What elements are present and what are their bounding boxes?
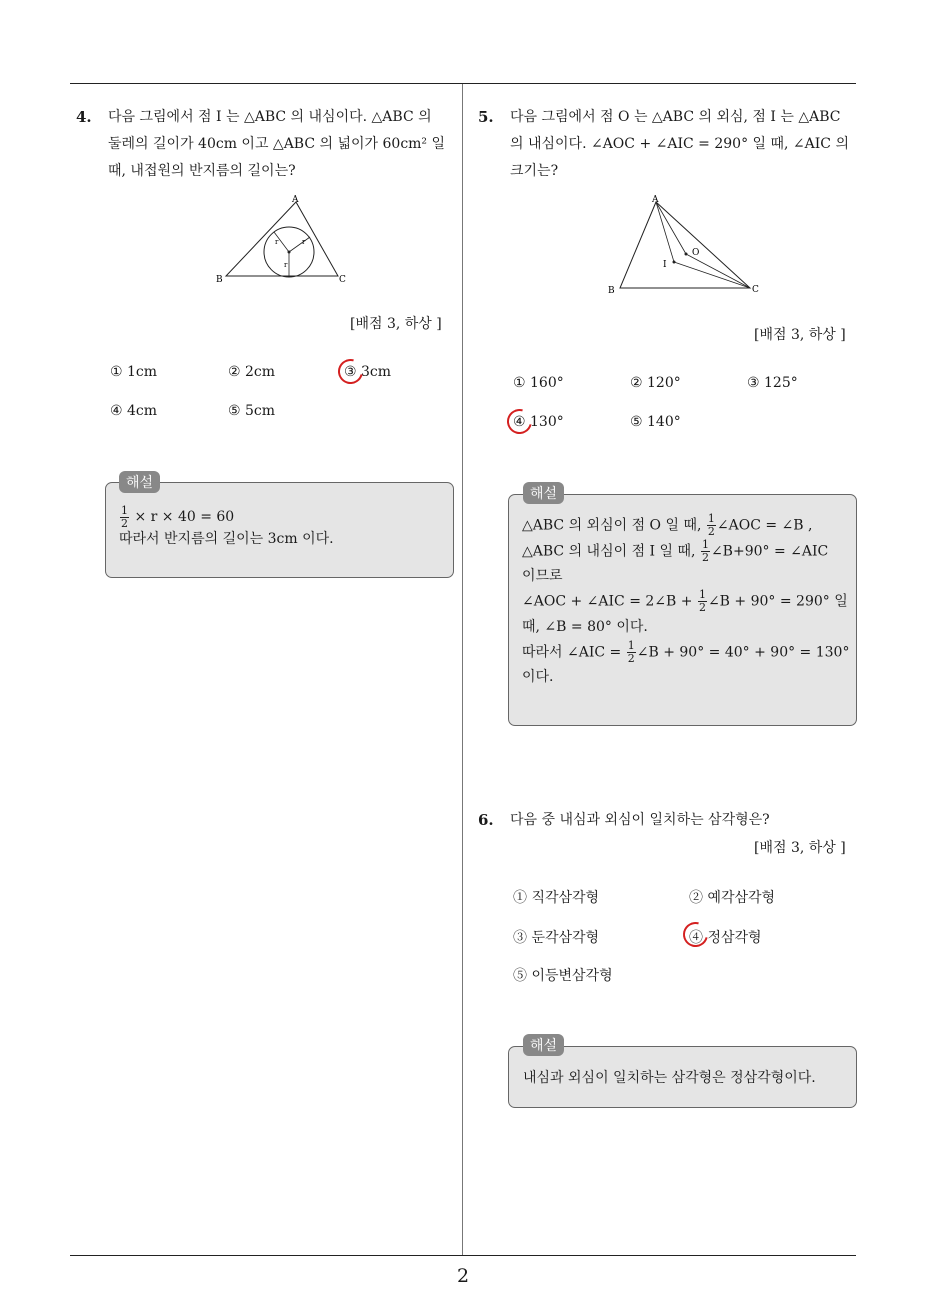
question-text-line: 크기는? bbox=[510, 163, 559, 179]
solution-text: ∠AOC + ∠AIC = 2∠B + bbox=[522, 593, 693, 610]
question-number: 6. bbox=[478, 811, 494, 829]
solution-text: ∠B+90° = ∠AIC bbox=[710, 543, 829, 559]
vertex-label-a: A bbox=[292, 195, 299, 205]
question-text-line: 다음 그림에서 점 I 는 △ABC 의 내심이다. △ABC 의 bbox=[108, 109, 432, 125]
circumcenter-incenter-figure bbox=[602, 192, 766, 296]
solution-body bbox=[523, 1065, 853, 1091]
solution-text: △ABC 의 내심이 점 I 일 때, bbox=[522, 543, 696, 559]
choice-3[interactable]: ③ 3cm bbox=[344, 364, 392, 380]
solution-text: ∠AOC = ∠B , bbox=[716, 517, 813, 534]
choice-2[interactable]: ② 2cm bbox=[228, 364, 276, 380]
solution-line: × r × 40 = 60 bbox=[134, 509, 235, 525]
score-label: [배점 3, 하상 ] bbox=[350, 316, 442, 332]
page-number: 2 bbox=[456, 1265, 470, 1287]
question-text-line: 둘레의 길이가 40cm 이고 △ABC 의 넓이가 60cm² 일 bbox=[108, 136, 446, 152]
top-rule bbox=[70, 83, 856, 84]
choice-1[interactable]: ① 1cm bbox=[110, 364, 158, 380]
question-6 bbox=[478, 807, 862, 834]
vertex-label-a: A bbox=[652, 195, 659, 205]
vertex-label-b: B bbox=[216, 275, 223, 285]
choice-1[interactable]: ① 직각삼각형 bbox=[513, 890, 600, 906]
score-label: [배점 3, 하상 ] bbox=[754, 327, 846, 343]
choice-5[interactable]: ⑤ 140° bbox=[630, 414, 681, 430]
solution-text: 이다. bbox=[522, 669, 554, 685]
solution-text: 때, ∠B = 80° 이다. bbox=[522, 618, 648, 635]
radius-label: r bbox=[284, 261, 288, 269]
question-4 bbox=[76, 104, 460, 185]
question-text-line: 다음 그림에서 점 O 는 △ABC 의 외심, 점 I 는 △ABC bbox=[510, 109, 841, 125]
choice-1[interactable]: ① 160° bbox=[513, 375, 564, 391]
vertex-label-c: C bbox=[752, 285, 759, 295]
question-number: 4. bbox=[76, 108, 92, 126]
point-label-i: I bbox=[663, 260, 667, 270]
point-label-o: O bbox=[692, 248, 700, 258]
solution-text: ∠B + 90° = 40° + 90° = 130° bbox=[636, 644, 850, 660]
bottom-rule bbox=[70, 1255, 856, 1256]
solution-body: △ABC 의 외심이 점 O 일 때, $\frac{1}{2}$ ∠AOC = ∠B , △ABC 의 내심이 점 I 일 때, $\frac{1}{2}$ ∠B+90° = ∠AIC 이므로 ∠AOC + ∠AIC = 2∠B + $\frac{1}{2}$ ∠B + 90° = 290° 일 때, ∠B = 80° 이다. 따라서 ∠AIC = $\frac{1}{2}$ ∠B + 90° = 40° + 90° = 130° 이다. bbox=[522, 513, 852, 690]
solution-label: 해설 bbox=[523, 1034, 564, 1056]
solution-text: ∠B + 90° = 290° 일 bbox=[707, 593, 848, 610]
radius-label: r bbox=[275, 238, 279, 246]
solution-label: 해설 bbox=[523, 482, 564, 504]
solution-line: 따라서 반지름의 길이는 3cm 이다. bbox=[119, 531, 334, 547]
fraction: $\frac{1}{2}$ bbox=[121, 503, 128, 530]
radius-label: r bbox=[302, 238, 306, 246]
solution-text: △ABC 의 외심이 점 O 일 때, bbox=[522, 517, 702, 534]
choice-4[interactable]: ④ 정삼각형 bbox=[689, 930, 762, 946]
question-text-line: 다음 중 내심과 외심이 일치하는 삼각형은? bbox=[510, 812, 770, 828]
choice-4[interactable]: ④ 130° bbox=[513, 414, 564, 430]
choice-2[interactable]: ② 예각삼각형 bbox=[689, 890, 776, 906]
solution-text: 이므로 bbox=[522, 568, 563, 584]
vertex-label-b: B bbox=[608, 286, 615, 296]
column-divider bbox=[462, 84, 463, 1256]
question-number: 5. bbox=[478, 108, 494, 126]
choice-5[interactable]: ⑤ 이등변삼각형 bbox=[513, 968, 613, 984]
choice-5[interactable]: ⑤ 5cm bbox=[228, 403, 276, 419]
choice-3[interactable]: ③ 125° bbox=[747, 375, 798, 391]
answer-circle-mark bbox=[333, 354, 367, 388]
score-label: [배점 3, 하상 ] bbox=[754, 840, 846, 856]
choice-4[interactable]: ④ 4cm bbox=[110, 403, 158, 419]
incircle-figure bbox=[212, 194, 352, 286]
question-text-line: 의 내심이다. ∠AOC + ∠AIC = 290° 일 때, ∠AIC 의 bbox=[510, 136, 849, 152]
answer-circle-mark bbox=[502, 404, 536, 438]
question-5 bbox=[478, 104, 862, 185]
question-text-line: 때, 내접원의 반지름의 길이는? bbox=[108, 163, 296, 179]
vertex-label-c: C bbox=[339, 275, 346, 285]
solution-body bbox=[119, 504, 449, 552]
solution-line: 내심과 외심이 일치하는 삼각형은 정삼각형이다. bbox=[523, 1070, 816, 1086]
solution-label: 해설 bbox=[119, 471, 160, 493]
solution-text: 따라서 ∠AIC = bbox=[522, 644, 622, 660]
choice-2[interactable]: ② 120° bbox=[630, 375, 681, 391]
choice-3[interactable]: ③ 둔각삼각형 bbox=[513, 930, 600, 946]
